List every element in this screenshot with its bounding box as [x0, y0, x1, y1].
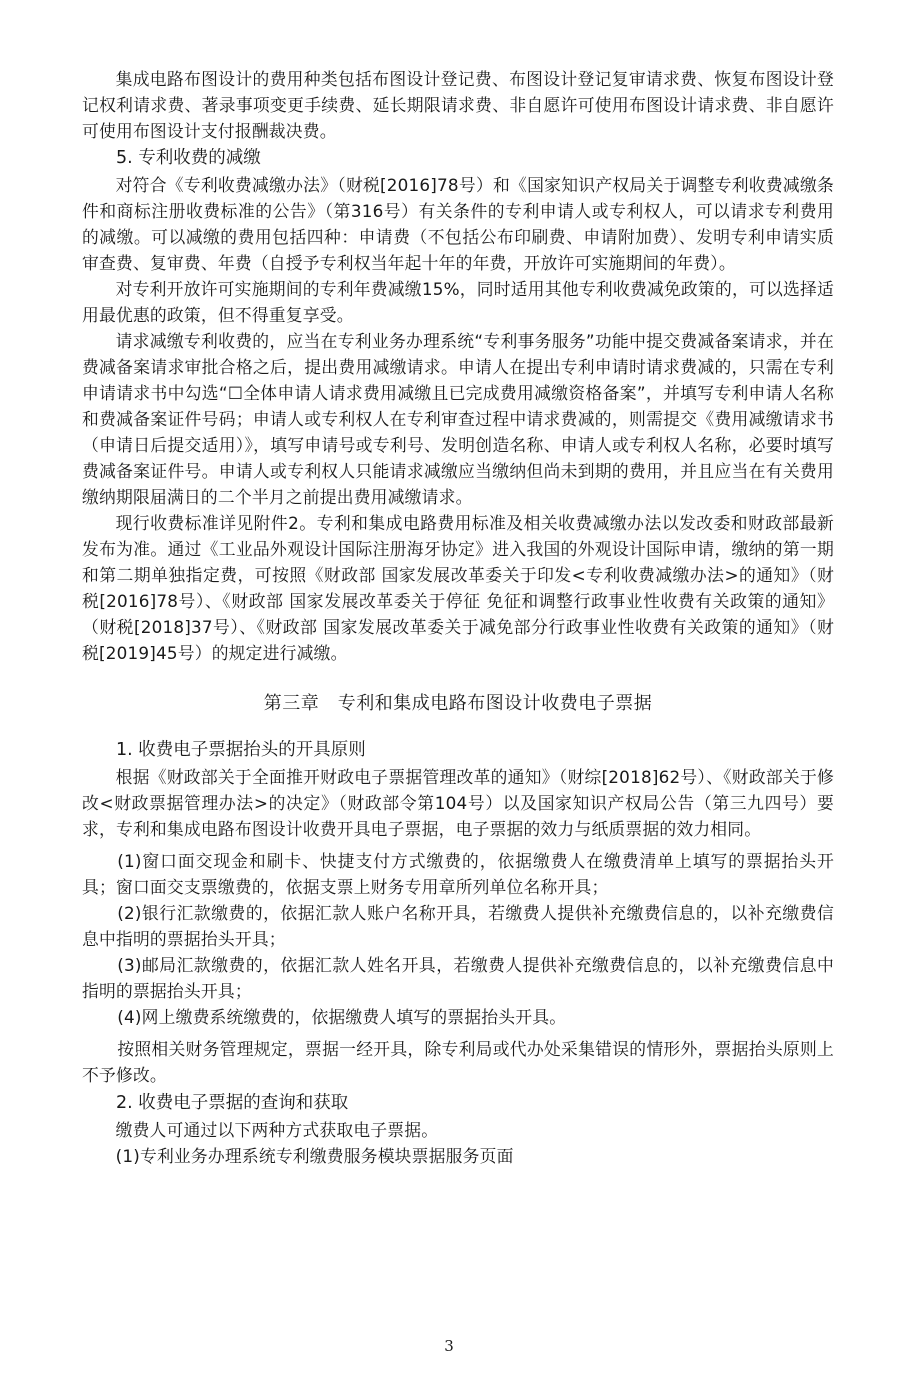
paragraph-receipt-methods: 缴费人可通过以下两种方式获取电子票据。	[115, 1120, 439, 1140]
page-number: 3	[444, 1337, 454, 1355]
chapter-title: 第三章 专利和集成电路布图设计收费电子票据	[263, 693, 653, 714]
paragraph-reduction-procedure: 请求减缴专利收费的，应当在专利业务办理系统“专利事务服务”功能中提交费减备案请求，并在费减备案请求审批合格之后，提出费用减缴请求。申请人在提出专利申请时请求费减的，只需在专利申请请求书中勾选“☐全体申请人请求费用减缴且已完成费用减缴资格备案”，并填写专利申请人名称和费减备案证件号码；申请人或专利权人在专利审查过程中请求费减的，则需提交《费用减缴请求书（申请日后提交适用）》，填写申请号或专利号、发明创造名称、申请人或专利权人名称，必要时填写费减备案证件号。申请人或专利权人只能请求减缴应当缴纳但尚未到期的费用，并且应当在有关费用缴纳期限届满日的二个半月之前提出费用减缴请求。	[82, 331, 834, 507]
paragraph-fee-standards: 现行收费标准详见附件2。专利和集成电路费用标准及相关收费减缴办法以发改委和财政部最新发布为准。通过《工业品外观设计国际注册海牙协定》进入我国的外观设计国际申请，缴纳的第一期和第二期单独指定费，可按照《财政部 国家发展改革委关于印发<专利收费减缴办法>的通知》（财税[2016]78号）、《财政部 国家发展改革委关于停征 免征和调整行政事业性收费有关政策的通知》（财税[2018]37号）、《财政部 国家发展改革委关于减免部分行政事业性收费有关政策的通知》（财税[2019]45号）的规定进行减缴。	[82, 513, 834, 663]
list-item: (3)邮局汇款缴费的，依据汇款人姓名开具，若缴费人提供补充缴费信息的，以补充缴费信息中指明的票据抬头开具；	[82, 955, 834, 1001]
paragraph-open-license-reduction: 对专利开放许可实施期间的专利年费减缴15%，同时适用其他专利收费减免政策的，可以选择适用最优惠的政策，但不得重复享受。	[82, 279, 834, 325]
paragraph-receipt-rule: 按照相关财务管理规定，票据一经开具，除专利局或代办处采集错误的情形外，票据抬头原则上不予修改。	[82, 1039, 834, 1085]
list-item: (4)网上缴费系统缴费的，依据缴费人填写的票据抬头开具。	[117, 1007, 567, 1027]
heading-receipt-query: 2. 收费电子票据的查询和获取	[116, 1093, 349, 1113]
list-item: (1)窗口面交现金和刷卡、快捷支付方式缴费的，依据缴费人在缴费清单上填写的票据抬头开具；窗口面交支票缴费的，依据支票上财务专用章所列单位名称开具；	[82, 851, 834, 897]
paragraph-reduction-conditions: 对符合《专利收费减缴办法》（财税[2016]78号）和《国家知识产权局关于调整专利收费减缴条件和商标注册收费标准的公告》（第316号）有关条件的专利申请人或专利权人，可以请求专利费用的减缴。可以减缴的费用包括四种：申请费（不包括公布印刷费、申请附加费）、发明专利申请实质审查费、复审费、年费（自授予专利权当年起十年的年费，开放许可实施期间的年费）。	[82, 175, 834, 273]
list-item: (1)专利业务办理系统专利缴费服务模块票据服务页面	[115, 1146, 514, 1166]
heading-fee-reduction: 5. 专利收费的减缴	[116, 148, 261, 168]
heading-receipt-title-principles: 1. 收费电子票据抬头的开具原则	[116, 740, 366, 760]
list-item: (2)银行汇款缴费的，依据汇款人账户名称开具，若缴费人提供补充缴费信息的，以补充缴费信息中指明的票据抬头开具；	[82, 903, 834, 949]
paragraph-receipt-basis: 根据《财政部关于全面推开财政电子票据管理改革的通知》（财综[2018]62号）、《财政部关于修改<财政票据管理办法>的决定》（财政部令第104号）以及国家知识产权局公告（第三九四号）要求，专利和集成电路布图设计收费开具电子票据，电子票据的效力与纸质票据的效力相同。	[82, 767, 834, 839]
page-content	[82, 66, 834, 1169]
paragraph-layout-fees: 集成电路布图设计的费用种类包括布图设计登记费、布图设计登记复审请求费、恢复布图设计登记权利请求费、著录事项变更手续费、延长期限请求费、非自愿许可使用布图设计请求费、非自愿许可使用布图设计支付报酬裁决费。	[82, 69, 834, 141]
